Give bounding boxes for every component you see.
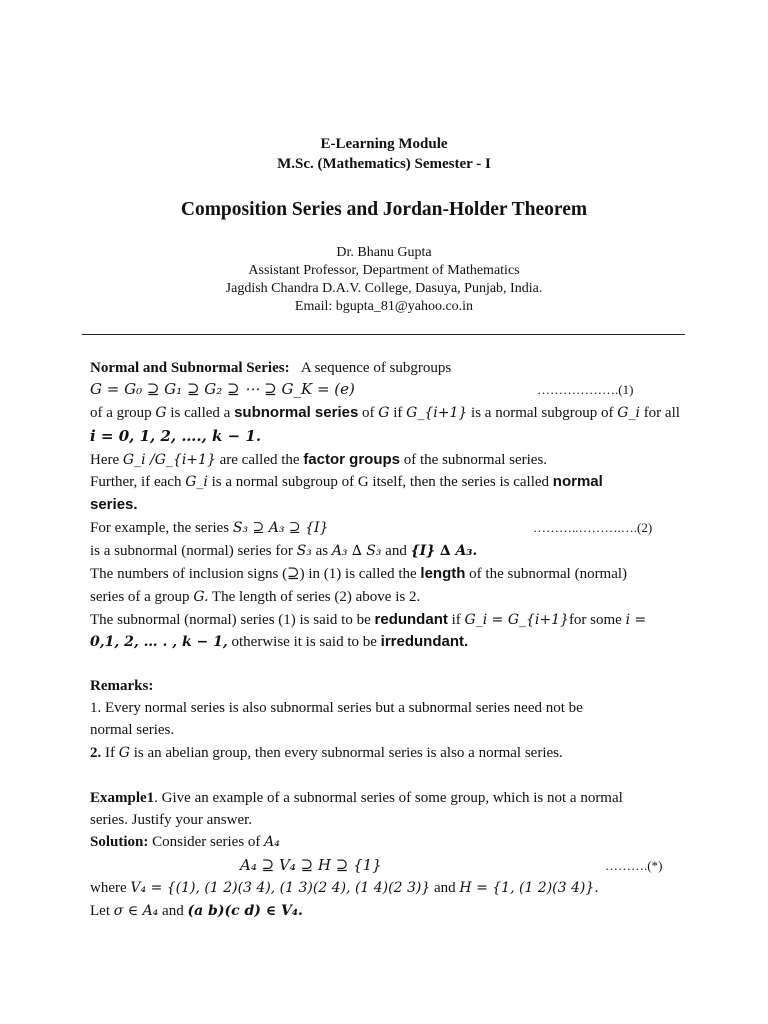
index-range: i = 0, 1, 2, …., k − 1. <box>90 427 262 445</box>
text-span: is a normal subgroup of <box>467 405 618 421</box>
term-length: length <box>420 565 466 582</box>
author-college: Jagdish Chandra D.A.V. College, Dasuya, Punjab, India. <box>225 281 543 296</box>
text-span: is called a <box>166 405 235 421</box>
text-span: G. <box>193 589 209 605</box>
text-span: is a normal subgroup of G itself, then the series is called <box>207 474 553 490</box>
text-span: A₄ <box>264 834 280 850</box>
term-normal: normal <box>552 473 603 490</box>
text-span: . Give an example of a subnormal series of some group, which is not a normal <box>154 790 623 806</box>
solution-line <box>90 832 280 852</box>
text-span: of a group <box>90 405 156 421</box>
course-label: M.Sc. (Mathematics) Semester - I <box>277 156 491 172</box>
term-series: series. <box>90 496 138 513</box>
solution-heading: Solution: <box>90 834 149 850</box>
text-span: series of a group <box>90 589 194 605</box>
text-span: if <box>447 612 465 628</box>
section-intro: A sequence of subgroups <box>300 360 452 376</box>
text-span: The length of series (2) above is 2. <box>208 589 421 605</box>
text-span: (a b)(c d) ∈ V₄. <box>187 903 303 919</box>
text-span: S₃ ⊇ A₃ ⊇ {I} <box>232 520 329 536</box>
text-line <box>90 632 468 652</box>
author-email: Email: bgupta_81@yahoo.co.in <box>294 299 474 314</box>
text-span: is a subnormal (normal) series for <box>90 543 297 559</box>
text-span: G <box>378 405 390 421</box>
text-span: as <box>311 543 332 559</box>
text-span: Further, if each <box>90 474 186 490</box>
text-span: for all <box>639 405 680 421</box>
section-heading: Normal and Subnormal Series: <box>90 360 290 376</box>
text-span: of the subnormal (normal) <box>465 566 628 582</box>
divider-line <box>82 334 685 335</box>
equation-1-tag: ……………….(1) <box>537 382 634 397</box>
remarks-heading: Remarks: <box>90 678 154 694</box>
text-line <box>90 541 477 561</box>
text-span: σ ∈ A₄ <box>113 903 159 919</box>
author-position: Assistant Professor, Department of Mathematics <box>248 263 520 278</box>
text-span: is an abelian group, then every subnormal series is also a normal series. <box>129 745 563 761</box>
text-span: If <box>101 745 119 761</box>
text-span: G_i = G_{i+1} <box>464 612 569 628</box>
term-irredundant: irredundant. <box>380 633 469 650</box>
text-span: The subnormal (normal) series (1) is said to be <box>90 612 375 628</box>
text-span: The numbers of inclusion signs (⊇) in (1) is called the <box>90 566 421 582</box>
text-line <box>90 518 328 538</box>
text-span: Here <box>90 452 123 468</box>
let-line <box>90 901 303 921</box>
text-span: otherwise it is said to be <box>227 634 381 650</box>
text-span: G_i <box>617 405 640 421</box>
equation-2-tag: ………..……….….(2) <box>533 520 653 535</box>
text-line <box>90 587 420 607</box>
text-span: i = <box>625 612 647 628</box>
text-span: 0,1, 2, … . , k − 1, <box>90 634 228 650</box>
text-span: and <box>381 543 411 559</box>
example-line <box>90 788 623 808</box>
text-span: H = {1, (1 2)(3 4)}. <box>459 880 599 896</box>
equation-3-tag: ……….(*) <box>605 858 663 873</box>
equation-3: A₄ ⊇ V₄ ⊇ H ⊇ {1} <box>240 856 382 874</box>
text-line <box>90 450 547 470</box>
module-label: E-Learning Module <box>320 136 448 152</box>
text-span: are called the <box>215 452 304 468</box>
text-line <box>90 564 627 584</box>
text-span: 2. <box>90 745 102 761</box>
text-span: A₃ ∆ S₃ <box>331 543 382 559</box>
text-span: G <box>118 745 130 761</box>
equation-1: G = G₀ ⊇ G₁ ⊇ G₂ ⊇ ⋯ ⊇ G_K = (e) <box>90 380 355 398</box>
text-span: G_i /G_{i+1} <box>122 452 216 468</box>
text-span: where <box>90 880 131 896</box>
remark-2 <box>90 743 563 763</box>
remark-1: 1. Every normal series is also subnormal series but a subnormal series need not be <box>90 700 583 716</box>
author-name: Dr. Bhanu Gupta <box>336 245 432 260</box>
remark-1-cont: normal series. <box>90 722 175 738</box>
text-span: Let <box>90 903 114 919</box>
text-span: {I} ∆ A₃. <box>410 543 478 559</box>
term-factor-groups: factor groups <box>303 451 400 468</box>
text-span: if <box>389 405 407 421</box>
page-title: Composition Series and Jordan-Holder Theorem <box>180 199 588 220</box>
text-span: V₄ = {(1), (1 2)(3 4), (1 3)(2 4), (1 4)(2 3)} <box>130 880 431 896</box>
text-span: Consider series of <box>148 834 265 850</box>
text-span: G_i <box>185 474 208 490</box>
text-span: S₃ <box>296 543 312 559</box>
text-span: of <box>358 405 379 421</box>
text-line <box>90 610 646 630</box>
text-span: of the subnormal series. <box>400 452 548 468</box>
text-span: For example, the series <box>90 520 233 536</box>
section-line-heading <box>90 358 451 378</box>
text-span: and <box>158 903 188 919</box>
text-span: G_{i+1} <box>406 405 468 421</box>
text-span: G <box>155 405 167 421</box>
example-heading: Example1 <box>90 790 155 806</box>
text-line <box>90 472 603 492</box>
text-span: for some <box>568 612 626 628</box>
where-line <box>90 878 599 898</box>
term-redundant: redundant <box>374 611 448 628</box>
example-line-2: series. Justify your answer. <box>90 812 253 828</box>
term-subnormal-series: subnormal series <box>234 404 359 421</box>
text-span: and <box>430 880 460 896</box>
text-line <box>90 403 680 423</box>
